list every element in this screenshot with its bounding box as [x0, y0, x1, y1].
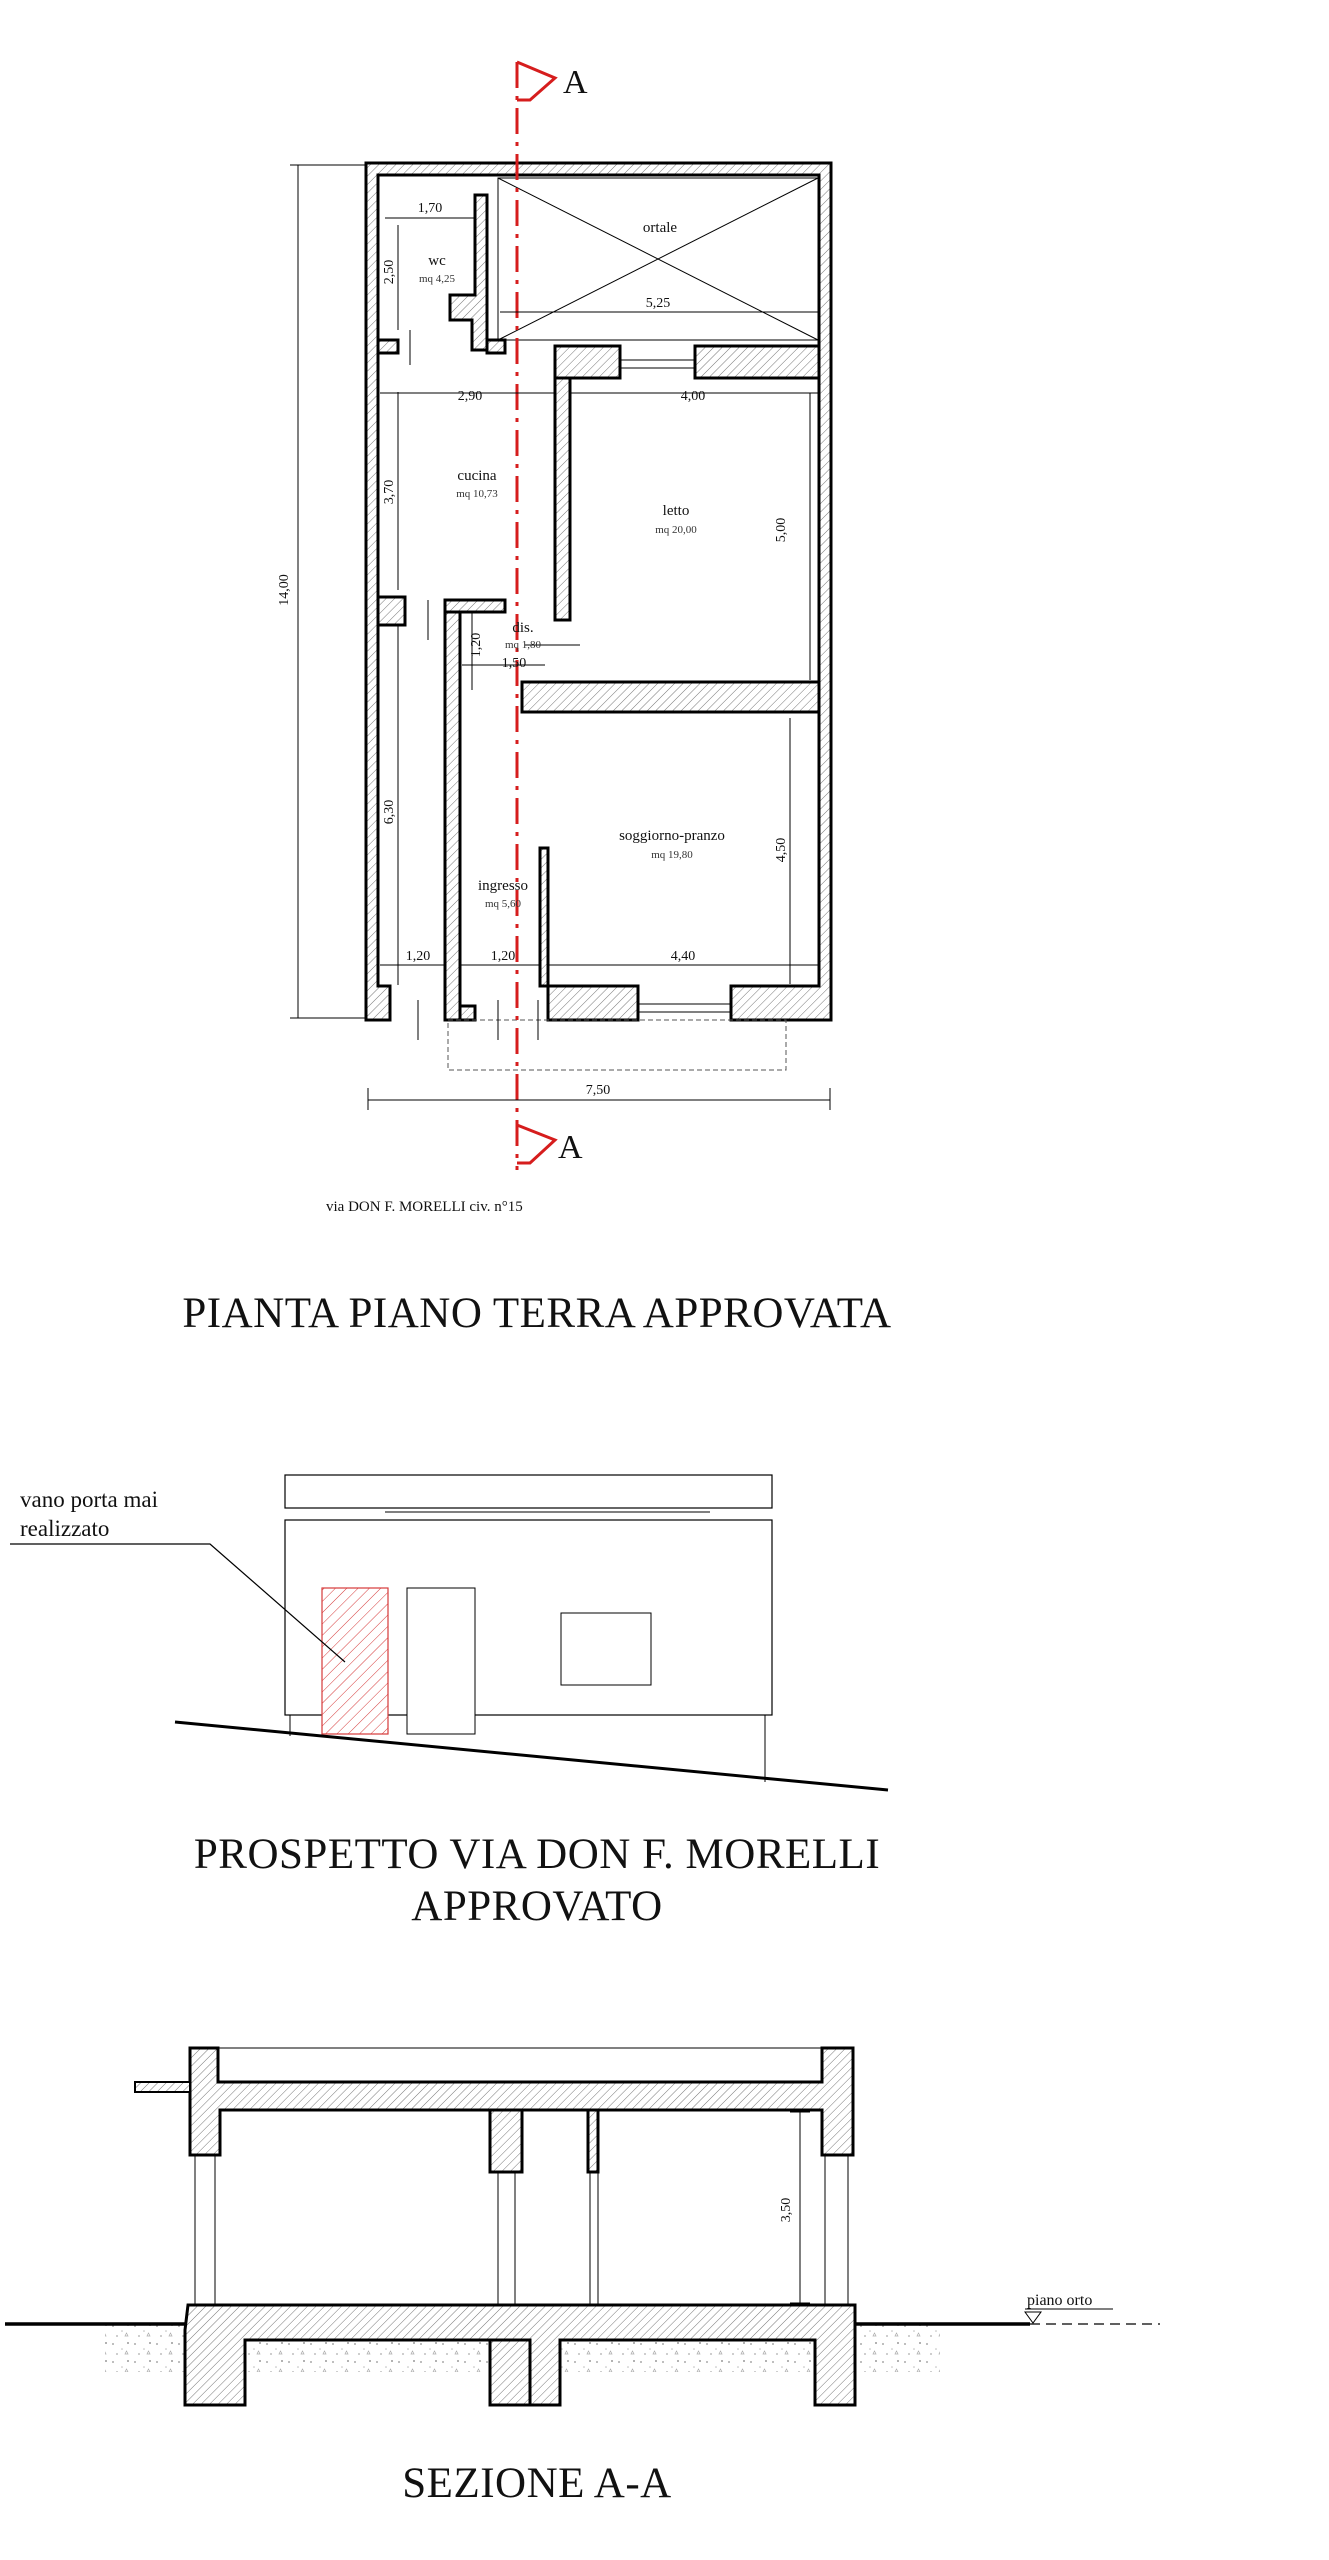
- section-foundation-center: [490, 2340, 530, 2405]
- room-cucina-area: mq 10,73: [456, 488, 498, 500]
- dim-dis-height: 1,20: [469, 632, 484, 658]
- plan-title: PIANTA PIANO TERRA APPROVATA: [182, 1290, 892, 1337]
- elevation-note-line1: vano porta mai: [20, 1487, 158, 1512]
- dis-top-wall: [445, 600, 505, 612]
- section-eave: [135, 2082, 190, 2092]
- room-ortale-label: ortale: [642, 220, 678, 236]
- room-dis-area: mq 1,80: [504, 639, 542, 651]
- elevation-door: [407, 1588, 475, 1734]
- dim-soggiorno-width: 4,40: [670, 949, 696, 964]
- dim-cucina-height: 3,70: [382, 479, 397, 505]
- dim-total-height: 14,00: [277, 574, 292, 606]
- ingresso-partition: [540, 848, 548, 986]
- room-letto-area: mq 20,00: [655, 524, 697, 536]
- section-arrow-top: [517, 62, 555, 100]
- dim-corridor-width: 1,20: [405, 949, 431, 964]
- elevation-leader-line: [10, 1544, 345, 1662]
- wc-bottom-wall: [378, 340, 398, 353]
- dim-soggiorno-height: 4,50: [774, 837, 789, 863]
- dim-dis-width: 1,50: [501, 656, 527, 671]
- letto-bottom-wall: [522, 682, 819, 712]
- section-letter-top: A: [563, 64, 588, 101]
- dim-corridor-height: 6,30: [382, 799, 397, 825]
- elevation-window: [561, 1613, 651, 1685]
- plan-outer-walls: [366, 163, 831, 1020]
- room-wc-area: mq 4,25: [418, 273, 456, 285]
- address-label: via DON F. MORELLI civ. n°15: [326, 1199, 523, 1215]
- elevation: [10, 1475, 888, 1930]
- room-soggiorno-label: soggiorno-pranzo: [619, 828, 725, 844]
- room-letto-label: letto: [662, 503, 690, 519]
- room-ingresso-area: mq 5,60: [484, 898, 522, 910]
- section-beam-left: [490, 2110, 522, 2172]
- elevation-note-line2: realizzato: [20, 1516, 110, 1541]
- dim-wc-height: 2,50: [382, 259, 397, 285]
- floor-plan: [182, 62, 891, 1337]
- ground-level-symbol: [1025, 2312, 1041, 2323]
- front-wall-left: [548, 986, 638, 1020]
- section-height-dim: 3,50: [779, 2197, 794, 2223]
- room-soggiorno-area: mq 19,80: [651, 849, 693, 861]
- room-wc-label: wc: [428, 253, 446, 269]
- ortale-bottom-wall-left: [487, 340, 620, 378]
- elevation-title-line2: APPROVATO: [411, 1883, 663, 1930]
- dim-wc-width: 1,70: [417, 201, 443, 216]
- front-wall-pier: [460, 1006, 475, 1020]
- dim-letto-height: 5,00: [774, 517, 789, 543]
- dim-ingresso-width: 1,20: [490, 949, 516, 964]
- section-ground-label: piano orto: [1027, 2292, 1093, 2309]
- window-ortale: [620, 360, 695, 368]
- room-cucina-label: cucina: [457, 468, 497, 484]
- elevation-title-line1: PROSPETTO VIA DON F. MORELLI: [193, 1831, 881, 1878]
- dim-letto-width: 4,00: [680, 389, 706, 404]
- dim-total-width: 7,50: [585, 1083, 611, 1098]
- section-aa: [5, 2048, 1160, 2507]
- dim-ortale-width: 5,25: [645, 296, 671, 311]
- elevation-unbuilt-door: [322, 1588, 388, 1734]
- elevation-roof-parapet: [285, 1475, 772, 1508]
- cucina-bottom-wall: [378, 597, 405, 625]
- window-front: [638, 1004, 731, 1012]
- section-letter-bottom: A: [558, 1129, 583, 1166]
- corridor-wall: [445, 612, 460, 1020]
- section-title: SEZIONE A-A: [402, 2460, 672, 2507]
- ortale-bottom-wall-right: [695, 346, 819, 378]
- section-arrow-bottom: [517, 1125, 555, 1163]
- elevation-ground-line: [175, 1722, 888, 1790]
- room-dis-label: dis.: [512, 620, 534, 636]
- room-ingresso-label: ingresso: [478, 878, 528, 894]
- dim-cucina-width: 2,90: [457, 389, 483, 404]
- cucina-letto-wall: [555, 378, 570, 620]
- entrance-canopy: [448, 1020, 786, 1070]
- section-beam-right: [588, 2110, 598, 2172]
